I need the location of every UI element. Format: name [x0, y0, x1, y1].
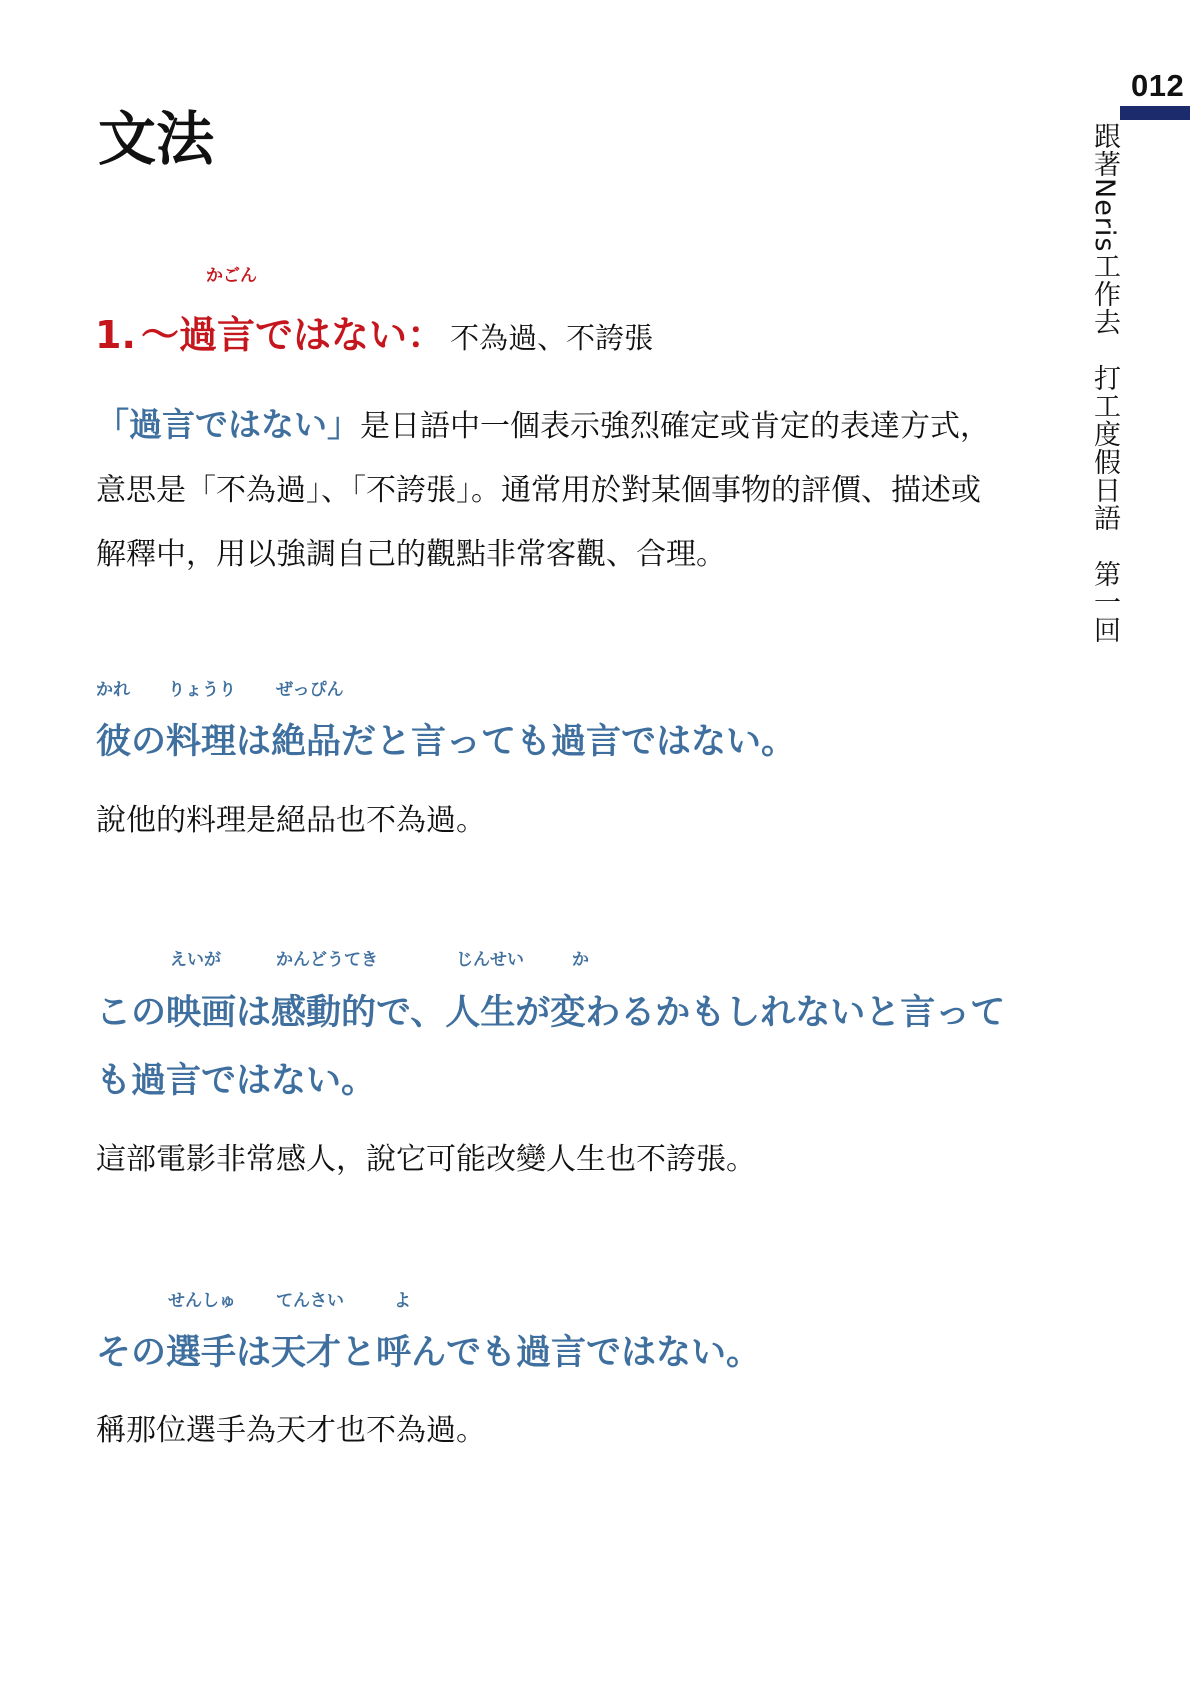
explanation-text: 是日語中一個表示強烈確定或肯定的表達方式，意思是「不為過」、「不誇張」。通常用於對某個事物的評價、描述或解釋中，用以強調自己的觀點非常客觀、合理。	[96, 409, 990, 572]
example-3-ruby-2: てんさい	[276, 1291, 344, 1311]
example-2-ruby-1: えいが	[170, 950, 221, 970]
grammar-explanation	[96, 393, 996, 587]
example-1-ruby-2: りょうり	[168, 680, 236, 700]
example-1-ruby-1: かれ	[96, 680, 130, 700]
example-3-ruby-3: よ	[394, 1291, 411, 1311]
section-title: 文法	[98, 105, 215, 173]
example-1-chinese: 說他的料理是絕品也不為過。	[96, 803, 486, 838]
example-1-japanese: 彼の料理は絶品だと言っても過言ではない。	[96, 722, 797, 762]
running-header: 跟著Neris工作去 打工度假日語 第一回	[1089, 122, 1120, 645]
example-2-ruby-2: かんどうてき	[276, 950, 378, 970]
example-3-chinese: 稱那位選手為天才也不為過。	[96, 1413, 486, 1448]
grammar-heading	[95, 310, 653, 363]
example-2-ruby-4: か	[572, 950, 589, 970]
grammar-pattern: 〜過言ではない：	[140, 313, 445, 357]
grammar-meaning: 不為過、不誇張	[450, 321, 654, 355]
example-2-ruby-3: じんせい	[456, 950, 524, 970]
example-3-japanese: その選手は天才と呼んでも過言ではない。	[96, 1333, 762, 1373]
explanation-term: 「過言ではない」	[96, 405, 360, 444]
grammar-ruby: かごん	[206, 266, 257, 286]
grammar-number: 1.	[95, 313, 136, 357]
example-2-japanese: この映画は感動的で、人生が変わるかもしれないと言っても過言ではない。	[96, 993, 1006, 1101]
example-2-chinese: 這部電影非常感人，說它可能改變人生也不誇張。	[96, 1142, 756, 1177]
page-number-bar	[1120, 106, 1190, 120]
example-3-ruby-1: せんしゅ	[168, 1291, 236, 1311]
example-1-ruby-3: ぜっぴん	[276, 680, 344, 700]
page-number: 012	[1131, 68, 1185, 103]
